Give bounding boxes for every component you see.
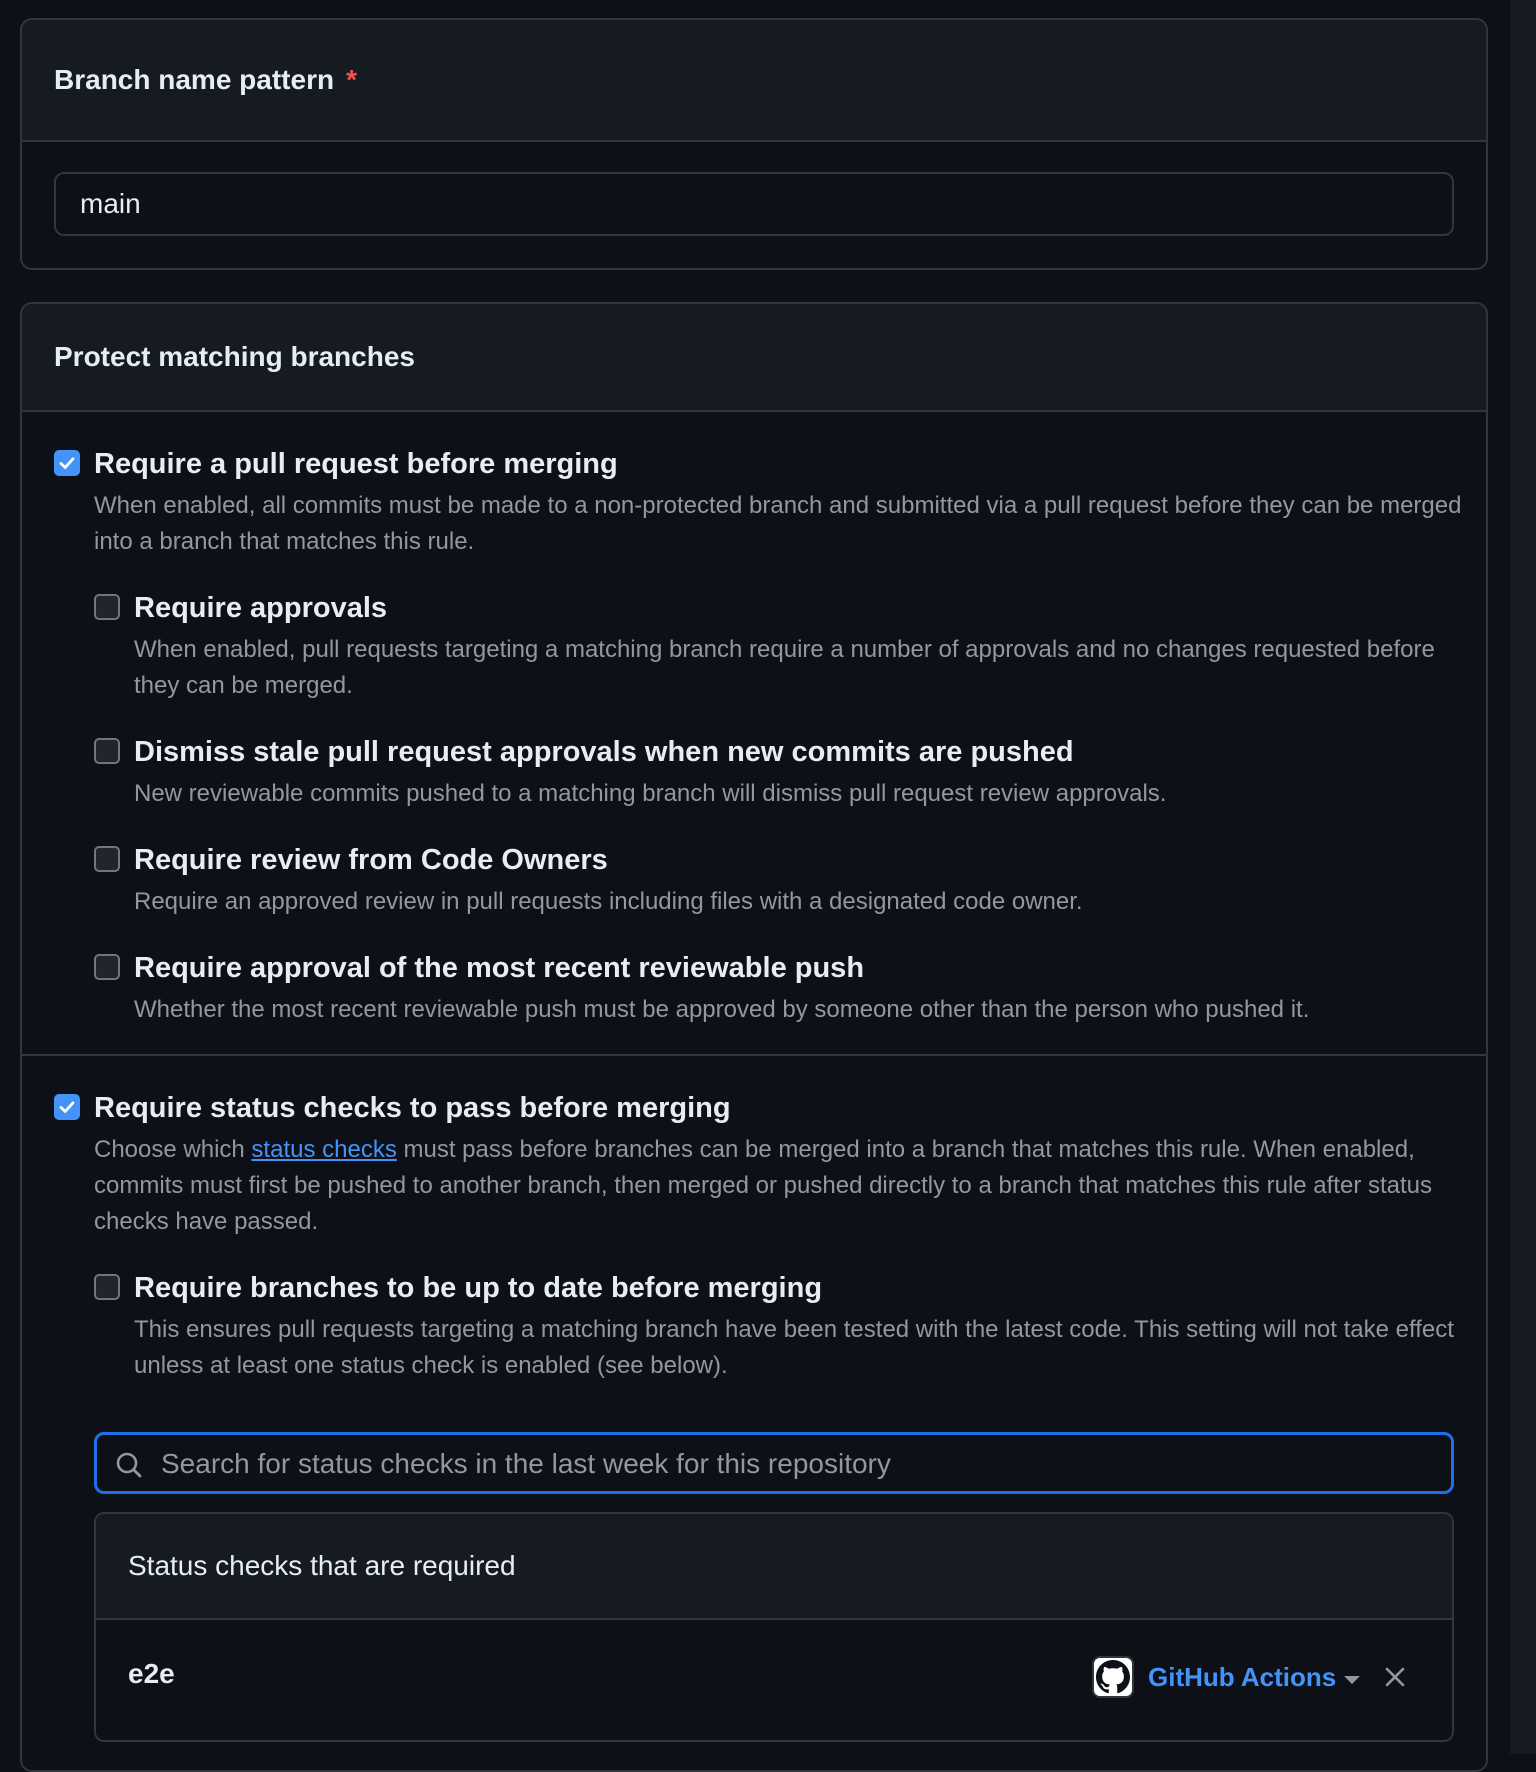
close-icon bbox=[1384, 1666, 1406, 1688]
chevron-down-icon[interactable] bbox=[1344, 1676, 1360, 1684]
require-recent-push-approval-checkbox[interactable] bbox=[94, 954, 120, 980]
description-text: Choose which bbox=[94, 1136, 252, 1163]
remove-status-check-button[interactable] bbox=[1378, 1660, 1412, 1694]
github-actions-link[interactable]: GitHub Actions bbox=[1148, 1662, 1337, 1692]
option-description: When enabled, pull requests targeting a matching branch require a number of approvals and no changes requested before they can be merged. bbox=[134, 636, 1435, 699]
checkmark-icon bbox=[57, 1097, 77, 1117]
github-logo-icon bbox=[1092, 1656, 1134, 1698]
search-icon bbox=[115, 1451, 143, 1479]
required-indicator: * bbox=[346, 64, 357, 95]
page-edge-strip bbox=[1510, 0, 1536, 1754]
required-status-checks-title: Status checks that are required bbox=[128, 1550, 516, 1581]
require-approvals-checkbox[interactable] bbox=[94, 594, 120, 620]
option-require-pull-request bbox=[54, 448, 1474, 558]
status-checks-link[interactable]: status checks bbox=[251, 1136, 397, 1163]
option-require-code-owners bbox=[94, 844, 1474, 924]
checkmark-icon bbox=[57, 453, 77, 473]
branch-pattern-box bbox=[20, 18, 1488, 270]
branch-pattern-header bbox=[22, 20, 1486, 142]
option-description: When enabled, all commits must be made to a non-protected branch and submitted via a pull request before they can be merged into a branch that matches this rule. bbox=[94, 492, 1462, 555]
option-title: Require review from Code Owners bbox=[134, 844, 608, 876]
required-status-checks-table bbox=[94, 1512, 1454, 1742]
option-title: Require approvals bbox=[134, 592, 388, 624]
option-description: Whether the most recent reviewable push must be approved by someone other than the person who pushed it. bbox=[134, 996, 1310, 1023]
section-divider bbox=[22, 1054, 1486, 1056]
option-title: Require status checks to pass before merging bbox=[94, 1092, 731, 1124]
option-title: Require a pull request before merging bbox=[94, 448, 618, 480]
status-check-name: e2e bbox=[128, 1658, 175, 1689]
protect-branches-title: Protect matching branches bbox=[54, 341, 415, 372]
option-title: Require branches to be up to date before merging bbox=[134, 1272, 823, 1304]
option-description: This ensures pull requests targeting a matching branch have been tested with the latest code. This setting will not take effect unless at least one status check is enabled (see below). bbox=[134, 1316, 1454, 1379]
option-require-recent-push-approval bbox=[94, 952, 1474, 1032]
branch-pattern-input[interactable] bbox=[54, 172, 1454, 236]
status-check-search-input[interactable] bbox=[159, 1435, 1443, 1493]
option-title: Require approval of the most recent reviewable push bbox=[134, 952, 865, 984]
option-title: Dismiss stale pull request approvals when new commits are pushed bbox=[134, 736, 1074, 768]
dismiss-stale-approvals-checkbox[interactable] bbox=[94, 738, 120, 764]
protect-branches-box bbox=[20, 302, 1488, 1772]
description-text: must pass before branches can be merged into a branch that matches this rule. When enabled, commits must first be pushed to another branch, then merged or pushed directly to a branch that matches this rule after status checks have passed. bbox=[94, 1136, 1433, 1235]
protect-branches-header bbox=[22, 304, 1486, 412]
require-pull-request-checkbox[interactable] bbox=[54, 450, 80, 476]
required-status-checks-header bbox=[96, 1514, 1452, 1620]
require-up-to-date-checkbox[interactable] bbox=[94, 1274, 120, 1300]
require-status-checks-checkbox[interactable] bbox=[54, 1094, 80, 1120]
option-require-up-to-date bbox=[94, 1272, 1474, 1382]
option-dismiss-stale-approvals bbox=[94, 736, 1474, 816]
status-check-search bbox=[94, 1432, 1454, 1494]
option-require-approvals bbox=[94, 592, 1474, 702]
branch-pattern-label: Branch name pattern bbox=[54, 64, 335, 95]
option-description bbox=[94, 1132, 1474, 1240]
option-description: Require an approved review in pull requests including files with a designated code owner. bbox=[134, 888, 1083, 915]
require-code-owners-checkbox[interactable] bbox=[94, 846, 120, 872]
option-require-status-checks bbox=[54, 1092, 1474, 1238]
option-description: New reviewable commits pushed to a matching branch will dismiss pull request review approvals. bbox=[134, 780, 1167, 807]
